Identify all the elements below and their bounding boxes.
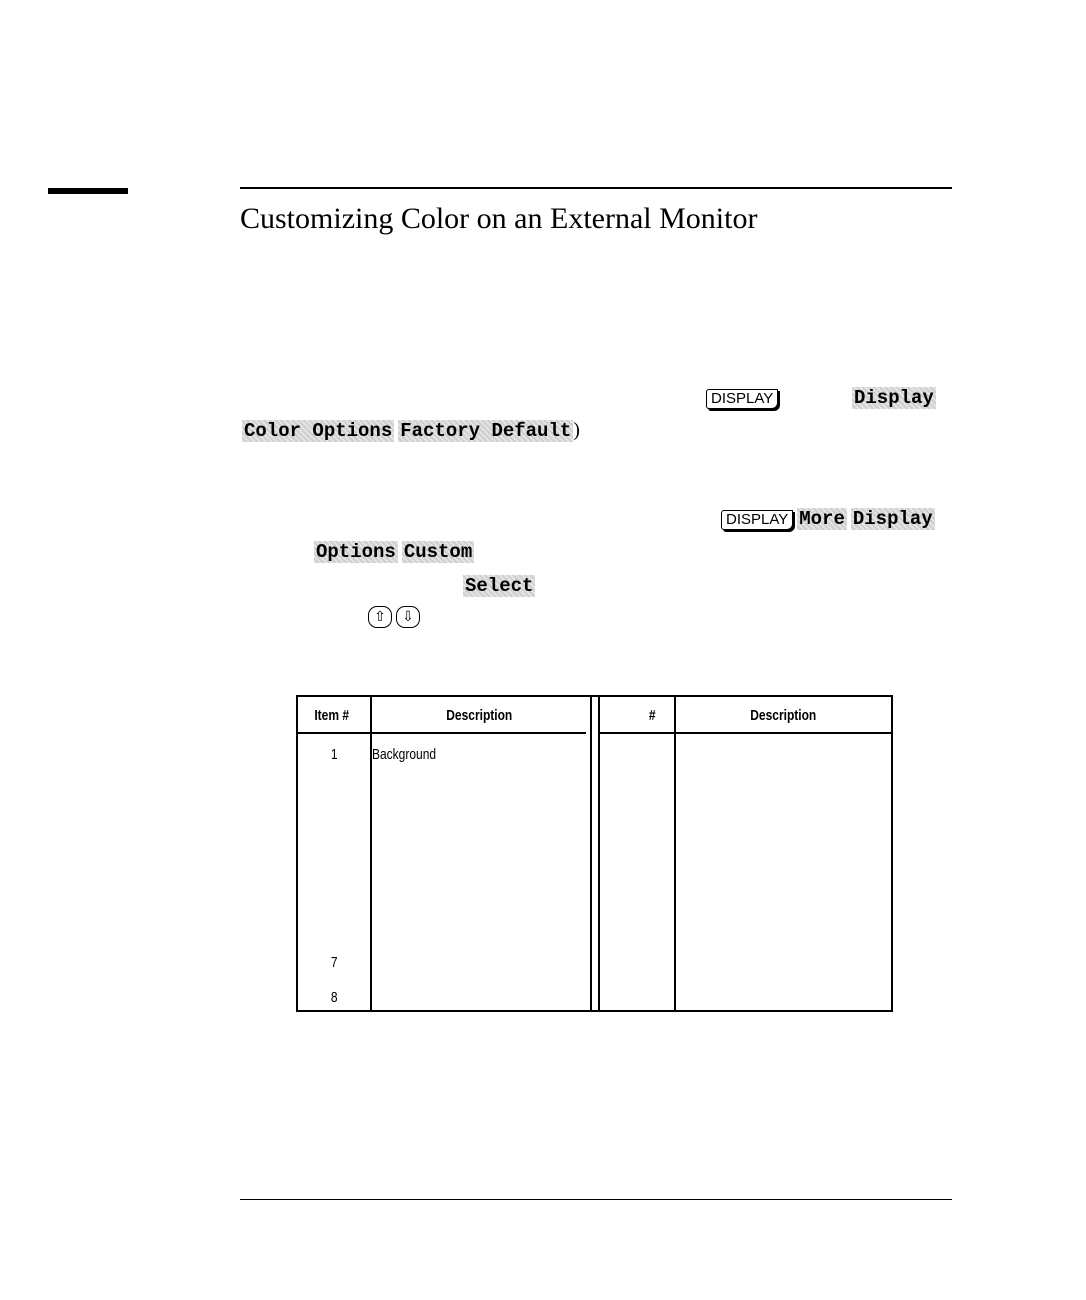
- close-paren: ): [573, 419, 580, 441]
- display-hardkey-2[interactable]: DISPLAY: [721, 510, 793, 530]
- table-cell-item: 8: [330, 989, 338, 1006]
- table-cell-item: 1: [330, 746, 338, 763]
- color-options-softkey[interactable]: Color Options: [244, 420, 393, 442]
- down-arrow-key-icon[interactable]: ⇩: [396, 606, 420, 628]
- options-softkey[interactable]: Options: [316, 541, 396, 563]
- page-title: Customizing Color on an External Monitor: [240, 202, 758, 235]
- column-header-item: Item #: [314, 707, 350, 724]
- color-options-line: [242, 419, 580, 442]
- display-softkey[interactable]: Display: [854, 387, 934, 409]
- header-rule-left: [298, 732, 586, 734]
- table-divider: [674, 697, 676, 1010]
- table-divider: [370, 697, 372, 1010]
- options-custom-line: [314, 541, 474, 563]
- table-cell-description: Background: [372, 746, 437, 763]
- header-rule-right: [600, 732, 891, 734]
- factory-default-softkey[interactable]: Factory Default: [400, 420, 572, 442]
- display-softkey-2[interactable]: Display: [852, 508, 933, 530]
- up-arrow-key-icon[interactable]: ⇧: [368, 606, 392, 628]
- more-display-line: [721, 508, 935, 530]
- margin-tab-marker: [48, 188, 128, 194]
- column-header-description: Description: [446, 707, 513, 724]
- display-hardkey[interactable]: DISPLAY: [706, 389, 778, 409]
- table-divider: [598, 697, 600, 1010]
- select-softkey[interactable]: Select: [465, 575, 534, 597]
- table-cell-item: 7: [330, 954, 338, 971]
- column-header-description-2: Description: [750, 707, 817, 724]
- footer-rule: [240, 1199, 952, 1200]
- column-header-number: #: [648, 707, 656, 724]
- color-items-table: [296, 695, 893, 1012]
- section-top-rule: [240, 187, 952, 189]
- more-softkey[interactable]: More: [799, 508, 845, 530]
- arrow-keys: [368, 606, 420, 628]
- custom-softkey[interactable]: Custom: [403, 541, 473, 563]
- table-divider: [590, 697, 592, 1010]
